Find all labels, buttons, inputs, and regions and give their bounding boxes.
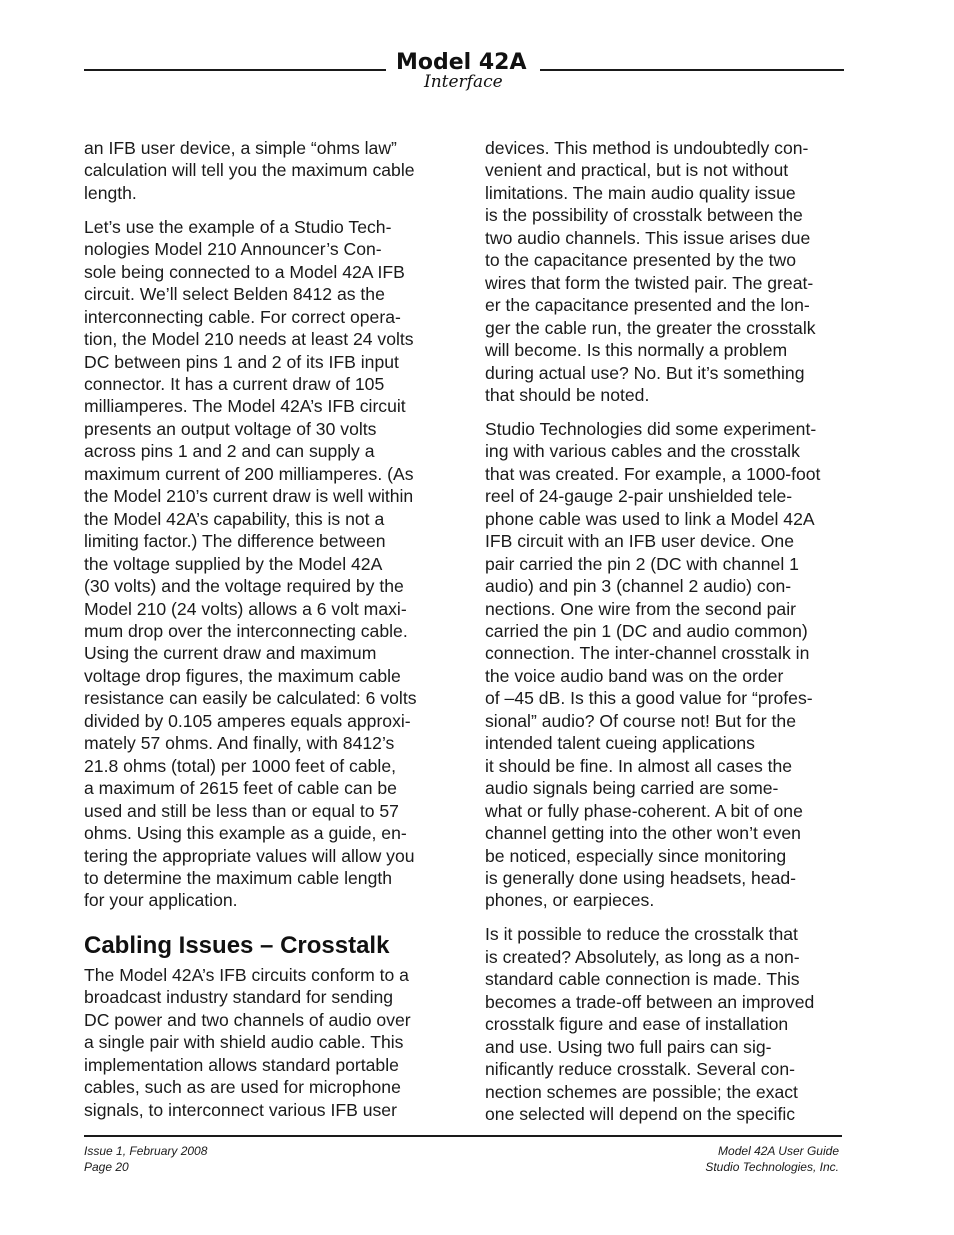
footer-company: Studio Technologies, Inc. — [705, 1160, 839, 1174]
text-line: divided by 0.105 amperes equals approxi- — [84, 710, 411, 731]
text-line: er the capacitance presented and the lon- — [485, 295, 810, 316]
text-line: nection schemes are possible; the exact — [485, 1081, 798, 1102]
text-line: resistance can easily be calculated: 6 volts — [84, 688, 417, 709]
text-line: intended talent cueing applications — [485, 733, 755, 754]
text-line: and use. Using two full pairs can sig- — [485, 1036, 772, 1057]
section-heading: Cabling Issues – Crosstalk — [84, 931, 390, 959]
text-line: DC between pins 1 and 2 of its IFB input — [84, 351, 399, 372]
text-line: standard cable connection is made. This — [485, 969, 800, 990]
text-line: presents an output voltage of 30 volts — [84, 418, 377, 439]
text-line: Using the current draw and maximum — [84, 643, 377, 664]
text-line: circuit. We’ll select Belden 8412 as the — [84, 284, 385, 305]
text-line: for your application. — [84, 890, 238, 911]
text-line: voltage drop figures, the maximum cable — [84, 665, 401, 686]
text-line: venient and practical, but is not without — [485, 160, 789, 181]
text-line: becomes a trade-off between an improved — [485, 991, 815, 1012]
right-column — [485, 137, 847, 1137]
text-line: a maximum of 2615 feet of cable can be — [84, 778, 397, 799]
text-line: that was created. For example, a 1000-foot — [485, 463, 821, 484]
text-line: the Model 42A’s capability, this is not a — [84, 508, 385, 529]
text-line: the voltage supplied by the Model 42A — [84, 553, 383, 574]
left-column — [84, 137, 446, 1133]
header-rule-right — [540, 69, 844, 71]
text-line: limiting factor.) The difference between — [84, 531, 386, 552]
footer-rule — [84, 1135, 842, 1137]
text-line: will become. Is this normally a problem — [485, 340, 788, 361]
text-line: IFB circuit with an IFB user device. One — [485, 531, 794, 552]
text-line: one selected will depend on the specific — [485, 1104, 796, 1125]
text-line: used and still be less than or equal to 57 — [84, 800, 399, 821]
text-line: across pins 1 and 2 and can supply a — [84, 441, 375, 462]
text-line: mately 57 ohms. And finally, with 8412’s — [84, 733, 395, 754]
text-line: of –45 dB. Is this a good value for “profes- — [485, 688, 813, 709]
text-line: a single pair with shield audio cable. This — [84, 1032, 404, 1053]
text-line: connection. The inter-channel crosstalk in — [485, 643, 810, 664]
text-line: during actual use? No. But it’s something — [485, 362, 805, 383]
header-rule-left — [84, 69, 386, 71]
text-line: sole being connected to a Model 42A IFB — [84, 261, 405, 282]
text-line: two audio channels. This issue arises due — [485, 227, 811, 248]
text-line: Is it possible to reduce the crosstalk that — [485, 924, 798, 945]
text-line: limitations. The main audio quality issue — [485, 182, 796, 203]
text-line: to the capacitance presented by the two — [485, 250, 797, 271]
text-line: wires that form the twisted pair. The great- — [485, 272, 814, 293]
text-line: channel getting into the other won’t even — [485, 823, 801, 844]
left-paragraph-1 — [84, 137, 446, 204]
footer-left — [84, 1143, 207, 1175]
footer-issue-date: Issue 1, February 2008 — [84, 1144, 208, 1158]
text-line: what or fully phase-coherent. A bit of one — [485, 800, 803, 821]
text-line: broadcast industry standard for sending — [84, 987, 394, 1008]
text-line: signals, to interconnect various IFB user — [84, 1099, 397, 1120]
text-line: cables, such as are used for microphone — [84, 1077, 401, 1098]
text-line: pair carried the pin 2 (DC with channel 1 — [485, 553, 799, 574]
text-line: Model 210 (24 volts) allows a 6 volt maxi- — [84, 598, 407, 619]
text-line: calculation will tell you the maximum cable — [84, 160, 415, 181]
text-line: to determine the maximum cable length — [84, 868, 393, 888]
text-line: is the possibility of crosstalk between the — [485, 205, 803, 226]
text-line: phone cable was used to link a Model 42A — [485, 508, 815, 529]
right-paragraph-1 — [485, 137, 847, 406]
text-line: audio signals being carried are some- — [485, 778, 779, 799]
text-line: implementation allows standard portable — [84, 1054, 399, 1075]
text-line: the voice audio band was on the order — [485, 665, 784, 686]
header-title: Model 42A — [396, 50, 527, 75]
text-line: tion, the Model 210 needs at least 24 volts — [84, 329, 414, 350]
text-line: is generally done using headsets, head- — [485, 868, 797, 888]
text-line: length. — [84, 182, 137, 203]
text-line: be noticed, especially since monitoring — [485, 845, 787, 866]
right-paragraph-3 — [485, 923, 847, 1125]
text-line: ing with various cables and the crosstalk — [485, 441, 800, 462]
text-line: sional” audio? Of course not! But for the — [485, 710, 797, 731]
text-line: crosstalk figure and ease of installation — [485, 1014, 789, 1035]
text-line: that should be noted. — [485, 384, 650, 405]
text-line: ger the cable run, the greater the crosstalk — [485, 317, 816, 338]
footer-page-number: Page 20 — [84, 1160, 129, 1174]
text-line: phones, or earpieces. — [485, 890, 655, 911]
text-line: 21.8 ohms (total) per 1000 feet of cable, — [84, 755, 396, 776]
left-paragraph-3 — [84, 964, 446, 1121]
text-line: Let’s use the example of a Studio Tech- — [84, 216, 392, 237]
text-line: ohms. Using this example as a guide, en- — [84, 823, 407, 844]
footer-guide-title: Model 42A User Guide — [718, 1144, 839, 1158]
text-line: maximum current of 200 milliamperes. (As — [84, 463, 414, 484]
text-line: nologies Model 210 Announcer’s Con- — [84, 239, 382, 260]
text-line: devices. This method is undoubtedly con- — [485, 138, 809, 158]
text-line: reel of 24-gauge 2-pair unshielded tele- — [485, 486, 793, 507]
text-line: nections. One wire from the second pair — [485, 598, 796, 619]
text-line: Studio Technologies did some experiment- — [485, 418, 817, 439]
text-line: (30 volts) and the voltage required by the — [84, 576, 404, 597]
text-line: it should be fine. In almost all cases the — [485, 755, 793, 776]
text-line: nificantly reduce crosstalk. Several con- — [485, 1059, 795, 1080]
text-line: DC power and two channels of audio over — [84, 1009, 411, 1030]
text-line: milliamperes. The Model 42A’s IFB circuit — [84, 396, 406, 417]
footer-right — [705, 1143, 839, 1175]
text-line: interconnecting cable. For correct opera- — [84, 306, 401, 327]
text-line: an IFB user device, a simple “ohms law” — [84, 138, 397, 158]
right-paragraph-2 — [485, 418, 847, 912]
text-line: the Model 210’s current draw is well within — [84, 486, 414, 507]
text-line: is created? Absolutely, as long as a non- — [485, 946, 800, 967]
text-line: mum drop over the interconnecting cable. — [84, 621, 408, 642]
header-subtitle: Interface — [424, 72, 503, 92]
text-line: audio) and pin 3 (channel 2 audio) con- — [485, 576, 792, 597]
text-line: connector. It has a current draw of 105 — [84, 374, 385, 395]
text-line: carried the pin 1 (DC and audio common) — [485, 621, 808, 642]
left-paragraph-2 — [84, 216, 446, 912]
text-line: tering the appropriate values will allow you — [84, 845, 415, 866]
text-line: The Model 42A’s IFB circuits conform to a — [84, 964, 409, 985]
